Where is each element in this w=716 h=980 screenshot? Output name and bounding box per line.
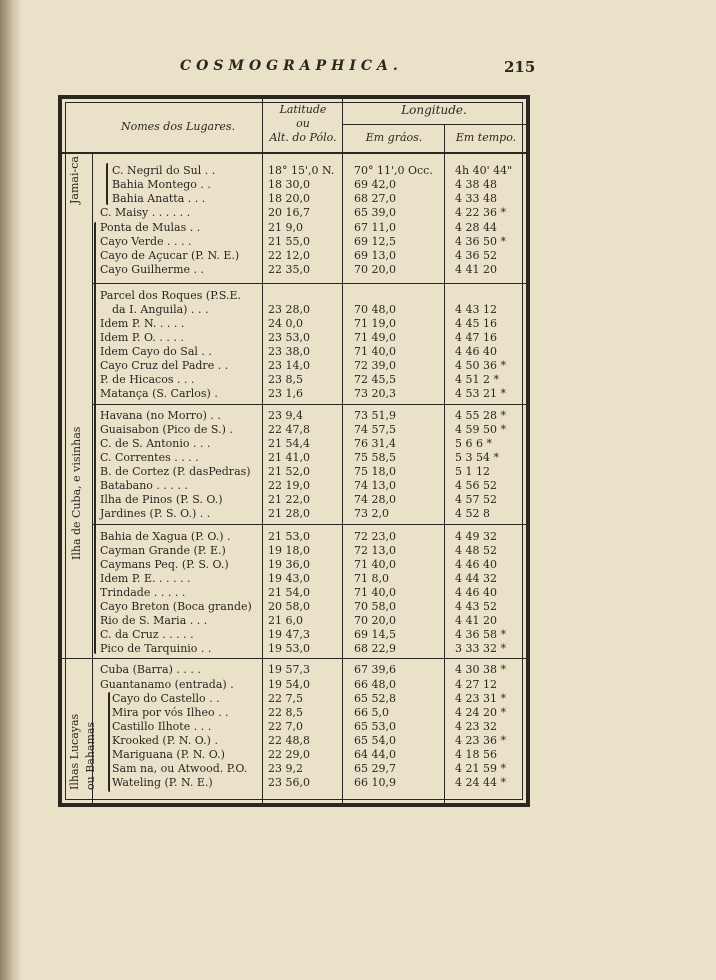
latitude-value: 22 12,0 (268, 249, 310, 262)
longitude-degrees-value: 69 12,5 (354, 235, 396, 248)
longitude-degrees-value: 71 19,0 (354, 317, 396, 330)
place-name: Wateling (P. N. E.) (112, 776, 213, 789)
longitude-degrees-value: 65 29,7 (354, 762, 396, 775)
longitude-time-value: 4 43 52 (455, 600, 497, 613)
place-name: Jardines (P. S. O.) . . (100, 507, 211, 520)
group-label-bahamas-2: ou Bahamas (84, 721, 97, 790)
latitude-value: 20 16,7 (268, 206, 310, 219)
place-name: Bahia de Xagua (P. O.) . (100, 530, 231, 543)
place-name: Cayo do Castello . . (112, 692, 220, 705)
place-name: C. da Cruz . . . . . (100, 628, 194, 641)
running-header: COSMOGRAPHICA. (180, 58, 403, 74)
header-bottom-line (62, 152, 526, 154)
name-lat-separator (262, 99, 263, 804)
longitude-degrees-value: 73 51,9 (354, 409, 396, 422)
latitude-value: 21 52,0 (268, 465, 310, 478)
longitude-time-value: 5 3 54 * (455, 451, 499, 464)
place-name: C. Maisy . . . . . . (100, 206, 191, 219)
longitude-time-value: 4 33 48 (455, 192, 497, 205)
latitude-value: 19 53,0 (268, 642, 310, 655)
latitude-value: 23 9,2 (268, 762, 303, 775)
longitude-time-value: 4 46 40 (455, 345, 497, 358)
latitude-value: 24 0,0 (268, 317, 303, 330)
longitude-degrees-value: 74 13,0 (354, 479, 396, 492)
latitude-value: 22 7,0 (268, 720, 303, 733)
longitude-degrees-value: 67 11,0 (354, 221, 396, 234)
brace-bahamas (108, 692, 110, 792)
longitude-time-value: 4 43 12 (455, 303, 497, 316)
brace-jamaica (106, 163, 108, 205)
place-name: Idem P. O. . . . . (100, 331, 184, 344)
lat-lon-separator (342, 99, 343, 804)
place-name: Rio de S. Maria . . . (100, 614, 208, 627)
longitude-degrees-value: 76 31,4 (354, 437, 396, 450)
place-name: Guantanamo (entrada) . (100, 678, 234, 691)
longitude-time-value: 4 51 2 * (455, 373, 499, 386)
longitude-degrees-value: 65 53,0 (354, 720, 396, 733)
place-name: da I. Anguila) . . . (112, 303, 209, 316)
place-name: Castillo Ilhote . . . (112, 720, 212, 733)
col-lon-time-header: Em tempo. (455, 131, 517, 144)
place-name: Ponta de Mulas . . (100, 221, 201, 234)
col-lat-header-1: Latitude (279, 103, 327, 116)
latitude-value: 22 48,8 (268, 734, 310, 747)
longitude-degrees-value: 72 13,0 (354, 544, 396, 557)
longitude-time-value: 4 41 20 (455, 614, 497, 627)
latitude-value: 23 53,0 (268, 331, 310, 344)
place-name: Havana (no Morro) . . (100, 409, 221, 422)
longitude-time-value: 4 36 50 * (455, 235, 506, 248)
longitude-degrees-value: 72 23,0 (354, 530, 396, 543)
group-label-bahamas-1: Ilhas Lucayas (68, 713, 81, 790)
place-name: Idem Cayo do Sal . . (100, 345, 212, 358)
longitude-degrees-value: 70 48,0 (354, 303, 396, 316)
latitude-value: 19 54,0 (268, 678, 310, 691)
longitude-degrees-value: 75 58,5 (354, 451, 396, 464)
longitude-time-value: 4 52 8 (455, 507, 490, 520)
longitude-degrees-value: 73 2,0 (354, 507, 389, 520)
longitude-degrees-value: 70° 11',0 Occ. (354, 164, 433, 177)
place-name: Krooked (P. N. O.) . (112, 734, 218, 747)
longitude-time-value: 3 33 32 * (455, 642, 506, 655)
longitude-degrees-value: 65 54,0 (354, 734, 396, 747)
longitude-time-value: 4 28 44 (455, 221, 497, 234)
longitude-degrees-value: 70 58,0 (354, 600, 396, 613)
longitude-degrees-value: 69 14,5 (354, 628, 396, 641)
group-label-cuba: Ilha de Cuba, e visinhas (70, 426, 83, 560)
col-lat-header-3: Alt. do Pólo. (269, 131, 337, 144)
longitude-time-value: 4 23 32 (455, 720, 497, 733)
latitude-value: 21 6,0 (268, 614, 303, 627)
longitude-degrees-value: 65 52,8 (354, 692, 396, 705)
place-name: Mira por vós Ilheo . . (112, 706, 229, 719)
col-lon-header: Longitude. (401, 103, 467, 117)
place-name: Batabano . . . . . (100, 479, 188, 492)
longitude-time-value: 4 56 52 (455, 479, 497, 492)
longitude-time-value: 4 24 44 * (455, 776, 506, 789)
place-name: Pico de Tarquinio . . (100, 642, 212, 655)
place-name: Cayo Guilherme . . (100, 263, 204, 276)
longitude-degrees-value: 69 13,0 (354, 249, 396, 262)
longitude-time-value: 4 27 12 (455, 678, 497, 691)
place-name: Idem P. E. . . . . . (100, 572, 191, 585)
place-name: Trindade . . . . . (100, 586, 186, 599)
group-column-separator (92, 152, 93, 804)
latitude-value: 22 29,0 (268, 748, 310, 761)
latitude-value: 22 19,0 (268, 479, 310, 492)
section-line-3 (92, 524, 526, 525)
latitude-value: 21 54,4 (268, 437, 310, 450)
longitude-degrees-value: 66 5,0 (354, 706, 389, 719)
place-name: B. de Cortez (P. dasPedras) (100, 465, 251, 478)
latitude-value: 19 47,3 (268, 628, 310, 641)
longitude-degrees-value: 71 40,0 (354, 586, 396, 599)
longitude-degrees-value: 74 57,5 (354, 423, 396, 436)
longitude-degrees-value: 75 18,0 (354, 465, 396, 478)
longitude-time-value: 4 46 40 (455, 558, 497, 571)
latitude-value: 22 35,0 (268, 263, 310, 276)
page-gutter (0, 0, 22, 980)
longitude-time-value: 4 30 38 * (455, 663, 506, 676)
place-name: Mariguana (P. N. O.) (112, 748, 225, 761)
longitude-time-value: 4 55 28 * (455, 409, 506, 422)
latitude-value: 21 41,0 (268, 451, 310, 464)
latitude-value: 19 36,0 (268, 558, 310, 571)
longitude-degrees-value: 64 44,0 (354, 748, 396, 761)
longitude-degrees-value: 72 45,5 (354, 373, 396, 386)
longitude-degrees-value: 68 22,9 (354, 642, 396, 655)
longitude-degrees-value: 70 20,0 (354, 263, 396, 276)
col-lon-deg-header: Em gráos. (365, 131, 423, 144)
page-number: 215 (504, 58, 536, 76)
longitude-time-value: 4 24 20 * (455, 706, 506, 719)
longitude-time-value: 4 57 52 (455, 493, 497, 506)
col-name-header: Nomes dos Lugares. (120, 120, 236, 133)
latitude-value: 20 58,0 (268, 600, 310, 613)
latitude-value: 21 28,0 (268, 507, 310, 520)
longitude-time-value: 4 23 36 * (455, 734, 506, 747)
longitude-time-value: 4 47 16 (455, 331, 497, 344)
longitude-time-value: 4 41 20 (455, 263, 497, 276)
place-name: Cuba (Barra) . . . . (100, 663, 201, 676)
longitude-time-value: 5 1 12 (455, 465, 490, 478)
longitude-time-value: 4 48 52 (455, 544, 497, 557)
latitude-value: 22 47,8 (268, 423, 310, 436)
latitude-value: 18 30,0 (268, 178, 310, 191)
brace-cuba (94, 222, 96, 654)
place-name: Sam na, ou Atwood. P.O. (112, 762, 248, 775)
longitude-time-value: 4 36 52 (455, 249, 497, 262)
longitude-time-value: 4 59 50 * (455, 423, 506, 436)
longitude-degrees-value: 66 10,9 (354, 776, 396, 789)
longitude-time-value: 4 22 36 * (455, 206, 506, 219)
longitude-degrees-value: 65 39,0 (354, 206, 396, 219)
longitude-time-value: 4 53 21 * (455, 387, 506, 400)
latitude-value: 23 28,0 (268, 303, 310, 316)
latitude-value: 23 9,4 (268, 409, 303, 422)
longitude-degrees-value: 71 8,0 (354, 572, 389, 585)
longitude-time-value: 4 46 40 (455, 586, 497, 599)
col-lat-header-2: ou (296, 117, 310, 130)
latitude-value: 23 56,0 (268, 776, 310, 789)
longitude-degrees-value: 66 48,0 (354, 678, 396, 691)
latitude-value: 22 8,5 (268, 706, 303, 719)
section-line-2 (92, 404, 526, 405)
latitude-value: 21 54,0 (268, 586, 310, 599)
longitude-degrees-value: 71 49,0 (354, 331, 396, 344)
place-name: Cayo Cruz del Padre . . (100, 359, 229, 372)
longitude-time-value: 4 45 16 (455, 317, 497, 330)
place-name: Matança (S. Carlos) . (100, 387, 218, 400)
longitude-time-value: 4 49 32 (455, 530, 497, 543)
longitude-degrees-value: 71 40,0 (354, 345, 396, 358)
section-line-1 (92, 283, 526, 284)
latitude-value: 21 9,0 (268, 221, 303, 234)
longitude-time-value: 4h 40' 44" (455, 164, 513, 177)
longitude-time-value: 4 38 48 (455, 178, 497, 191)
latitude-value: 21 53,0 (268, 530, 310, 543)
latitude-value: 19 57,3 (268, 663, 310, 676)
longitude-degrees-value: 69 42,0 (354, 178, 396, 191)
latitude-value: 19 18,0 (268, 544, 310, 557)
place-name: Cayman Grande (P. E.) (100, 544, 226, 557)
longitude-time-value: 5 6 6 * (455, 437, 492, 450)
longitude-time-value: 4 23 31 * (455, 692, 506, 705)
place-name: C. Correntes . . . . (100, 451, 199, 464)
place-name: Bahia Montego . . (112, 178, 211, 191)
latitude-value: 23 14,0 (268, 359, 310, 372)
latitude-value: 18 20,0 (268, 192, 310, 205)
section-line-4 (62, 658, 526, 659)
place-name: Cayo Breton (Boca grande) (100, 600, 252, 613)
place-name: Parcel dos Roques (P.S.E. (100, 289, 242, 302)
longitude-subheader-line (342, 124, 526, 125)
latitude-value: 23 1,6 (268, 387, 303, 400)
place-name: Cayo de Açucar (P. N. E.) (100, 249, 240, 262)
longitude-degrees-value: 74 28,0 (354, 493, 396, 506)
place-name: Idem P. N. . . . . (100, 317, 185, 330)
longitude-time-value: 4 44 32 (455, 572, 497, 585)
place-name: Caymans Peq. (P. S. O.) (100, 558, 229, 571)
latitude-value: 18° 15',0 N. (268, 164, 335, 177)
longitude-degrees-value: 71 40,0 (354, 558, 396, 571)
longitude-degrees-value: 67 39,6 (354, 663, 396, 676)
longitude-time-value: 4 36 58 * (455, 628, 506, 641)
longitude-degrees-value: 72 39,0 (354, 359, 396, 372)
place-name: C. de S. Antonio . . . (100, 437, 211, 450)
longitude-degrees-value: 70 20,0 (354, 614, 396, 627)
place-name: Guaisabon (Pico de S.) . (100, 423, 233, 436)
longitude-time-value: 4 21 59 * (455, 762, 506, 775)
place-name: C. Negril do Sul . . (112, 164, 216, 177)
latitude-value: 22 7,5 (268, 692, 303, 705)
place-name: Bahia Anatta . . . (112, 192, 206, 205)
longitude-degrees-value: 73 20,3 (354, 387, 396, 400)
latitude-value: 21 22,0 (268, 493, 310, 506)
longitude-degrees-value: 68 27,0 (354, 192, 396, 205)
deg-time-separator (444, 124, 445, 804)
latitude-value: 23 8,5 (268, 373, 303, 386)
longitude-time-value: 4 18 56 (455, 748, 497, 761)
group-label-jamaica: Jamai-ca (68, 156, 81, 204)
latitude-value: 19 43,0 (268, 572, 310, 585)
place-name: Ilha de Pinos (P. S. O.) (100, 493, 223, 506)
place-name: P. de Hicacos . . . (100, 373, 195, 386)
place-name: Cayo Verde . . . . (100, 235, 192, 248)
longitude-time-value: 4 50 36 * (455, 359, 506, 372)
latitude-value: 21 55,0 (268, 235, 310, 248)
latitude-value: 23 38,0 (268, 345, 310, 358)
